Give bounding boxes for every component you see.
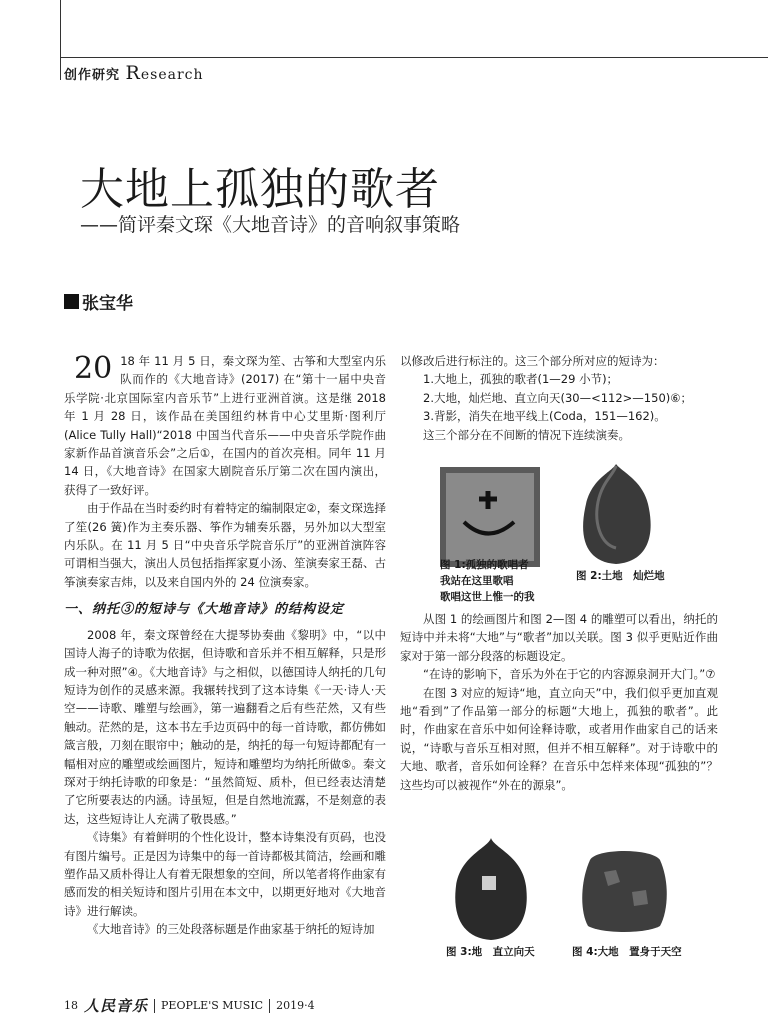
author-square-icon	[64, 294, 79, 309]
paragraph: 由于作品在当时委约时有着特定的编制限定②，秦文琛选择了笙(26 簧)作为主奏乐器、筝作为辅奏乐器，另外加以大型室内乐队。在 11 月 5 日“中央音乐学院音乐厅”的亚洲首演阵容可谓相当强大，演出人员包括指挥家夏小汤、笙演奏家王磊、古筝演奏家吉炜，以及来自国内外的 24 位演奏家。	[64, 501, 386, 589]
section-tag-en-rest: esearch	[140, 67, 204, 83]
section-heading: 一、纳托③的短诗与《大地音诗》的结构设定	[64, 602, 345, 618]
article-author	[64, 289, 133, 314]
left-column	[64, 352, 386, 939]
figure-4	[576, 842, 672, 934]
magazine-name-en: PEOPLE'S MUSIC	[161, 999, 264, 1012]
paragraph: 从图 1 的绘画图片和图 2—图 4 的雕塑可以看出，纳托的短诗中并未将“大地”与“歌者”加以关联。图 3 似乎更贴近作曲家对于第一部分段落的标题设定。	[400, 612, 718, 663]
article-subtitle: ——简评秦文琛《大地音诗》的音响叙事策略	[80, 214, 461, 236]
header-vertical-rule	[60, 0, 61, 80]
article-title: 大地上孤独的歌者	[80, 164, 440, 215]
figure-4-caption: 图 4:大地 置身于天空	[572, 946, 682, 958]
paragraph: 在图 3 对应的短诗“地，直立向天”中，我们似乎更加直观地“看到”了作品第一部分的标题“大地上，孤独的歌者”。此时，作曲家在音乐中如何诠释诗歌，或者用作曲家自己的话来说，“诗歌与音乐互相对照，但并不相互解释”。对于诗歌中的大地、歌者，音乐如何诠释？在音乐中怎样来体现“孤独的”？这些均可以被视作“外在的源泉”。	[400, 685, 718, 792]
author-name: 张宝华	[82, 294, 133, 314]
magazine-name-cn: 人民音乐	[84, 997, 149, 1015]
paragraph-text: 18 年 11 月 5 日，秦文琛为笙、古筝和大型室内乐队而作的《大地音诗》(2017) 在“第十一届中央音乐学院·北京国际室内音乐节”上进行亚洲首演。这是继 2018 年 1 月 28 日，该作品在美国纽约林肯中心艾里斯·图利厅(Alice Tully Hall)“2018 中国当代音乐——中央音乐学院作曲家新作品首演音乐会”之后①，在国内的首次亮相。同年 11 月 14 日，《大地音诗》在国家大剧院音乐厅第二次在国内演出，获得了一致好评。	[64, 354, 386, 497]
footer-divider	[154, 999, 155, 1013]
footer-divider	[269, 999, 270, 1013]
figure-2-caption: 图 2:土地 灿烂地	[576, 570, 665, 582]
section-tag-en-initial: R	[125, 62, 141, 84]
paragraph: 《大地音诗》的三处段落标题是作曲家基于纳托的短诗加	[87, 922, 375, 937]
figure-1-caption	[440, 557, 550, 605]
figure-3-image	[446, 836, 536, 942]
caption-line: 歌唱这世上惟一的我	[440, 591, 535, 603]
figure-1	[440, 467, 540, 567]
figure-2-image	[572, 458, 660, 570]
paragraph: 这三个部分在不间断的情况下连续演奏。	[423, 427, 630, 442]
right-column	[400, 352, 718, 444]
paragraph	[64, 352, 386, 499]
figure-3-caption: 图 3:地 直立向天	[446, 946, 535, 958]
section-tag-cn: 创作研究	[64, 68, 121, 83]
figure-2	[572, 458, 660, 570]
caption-line: 我站在这里歌唱	[440, 575, 514, 587]
right-column-middle	[400, 610, 718, 794]
page-footer	[64, 995, 315, 1016]
section-tag	[64, 62, 204, 84]
list-item: 2.大地，灿烂地、直立向天(30—<112>—150)⑥；	[423, 390, 693, 405]
paragraph: 2008 年，秦文琛曾经在大提琴协奏曲《黎明》中，“以中国诗人海子的诗歌为依据，但诗歌和音乐并不相互解释，只是形成一种对照”④。《大地音诗》与之相似，以德国诗人纳托的几句短诗为创作的灵感来源。我辗转找到了这本诗集《一天·诗人·天空——诗歌、雕塑与绘画》，第一遍翻看之后有些茫然，又有些触动。茫然的是，这本书左手边页码中的每一首诗歌，都仿佛如箴言般，刀刻在眼帘中；触动的是，纳托的每一句短诗都配有一幅相对应的雕塑或绘画图片，短诗和雕塑均为纳托所做⑤。秦文琛对于纳托诗歌的印象是：“虽然简短、质朴，但已经表达清楚了它所要表达的内涵。诗虽短，但是自然地流露，不是刻意的表达，这些短诗让人充满了敬畏感。”	[64, 627, 386, 826]
paragraph: 以修改后进行标注的。这三个部分所对应的短诗为：	[400, 354, 665, 368]
list-item: 1.大地上，孤独的歌者(1—29 小节)；	[423, 372, 619, 387]
header-horizontal-rule	[60, 57, 768, 58]
paragraph: “在诗的影响下，音乐为外在于它的内容源泉洞开大门。”⑦	[423, 667, 716, 682]
figure-3	[446, 836, 536, 942]
figure-4-image	[576, 842, 672, 934]
paragraph: 《诗集》有着鲜明的个性化设计，整本诗集没有页码，也没有图片编号。正是因为诗集中的每一首诗都极其简洁，绘画和雕塑作品又质朴得让人有着无限想象的空间，所以笔者将作曲家有感而发的相关短诗和图片引用在本文中，以期更好地对《大地音诗》进行解读。	[64, 830, 386, 918]
caption-line: 图 1:孤独的歌唱者	[440, 559, 529, 571]
dropcap: 20	[74, 351, 113, 386]
issue-number: 2019·4	[276, 999, 315, 1012]
figure-1-image	[440, 467, 540, 567]
list-item: 3.背影，消失在地平线上(Coda，151—162)。	[423, 409, 666, 424]
page-number: 18	[64, 999, 78, 1012]
